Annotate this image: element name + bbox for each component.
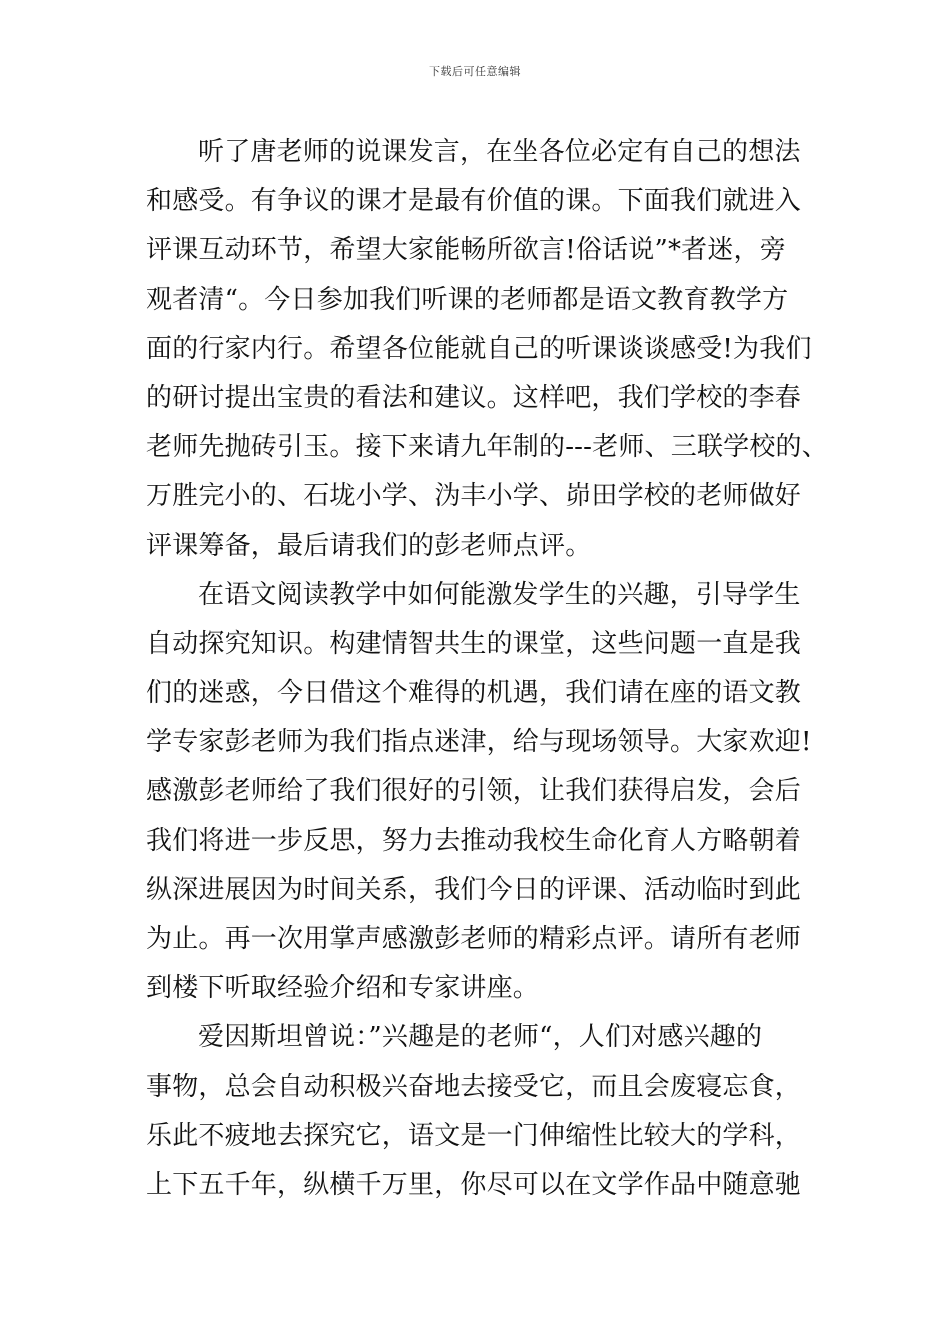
document-body — [146, 128, 826, 1210]
paragraph-1-line-1: 听了唐老师的说课发言，在坐各位必定有自己的想法 — [198, 137, 801, 167]
paragraph-3-line-3: 乐此不疲地去探究它，语文是一门伸缩性比较大的学科， — [146, 1120, 802, 1151]
paragraph-3-line-2: 事物，总会自动积极兴奋地去接受它，而且会废寝忘食， — [146, 1071, 802, 1102]
paragraph-3-line-1: 爱因斯坦曾说：”兴趣是的老师“，人们对感兴趣的 — [198, 1022, 763, 1053]
paragraph-1-line-7: 老师先抛砖引玉。接下来请九年制的---老师、三联学校的、 — [146, 432, 828, 463]
paragraph-2-line-6: 我们将进一步反思，努力去推动我校生命化育人方略朝着 — [146, 825, 802, 856]
paragraph-1-line-8: 万胜完小的、石垅小学、沩丰小学、峁田学校的老师做好 — [146, 481, 802, 512]
paragraph-2-line-9: 到楼下听取经验介绍和专家讲座。 — [146, 973, 540, 1004]
paragraph-1-line-4: 观者清“。今日参加我们听课的老师都是语文教育教学方 — [146, 284, 789, 315]
paragraph-1-line-2: 和感受。有争议的课才是最有价值的课。下面我们就进入 — [146, 186, 802, 217]
paragraph-3-line-4: 上下五千年，纵横千万里，你尽可以在文学作品中随意驰 — [146, 1169, 802, 1200]
page-header: 下载后可任意编辑 — [429, 65, 521, 78]
paragraph-2-line-3: 们的迷惑，今日借这个难得的机遇，我们请在座的语文教 — [146, 678, 802, 709]
paragraph-2-line-5: 感激彭老师给了我们很好的引领，让我们获得启发，会后 — [146, 776, 802, 807]
paragraph-2-line-4: 学专家彭老师为我们指点迷津，给与现场领导。大家欢迎! — [146, 727, 812, 758]
paragraph-2-line-2: 自动探究知识。构建情智共生的课堂，这些问题一直是我 — [146, 628, 802, 659]
paragraph-2-line-8: 为止。再一次用掌声感激彭老师的精彩点评。请所有老师 — [146, 924, 802, 954]
paragraph-1-line-9: 评课筹备，最后请我们的彭老师点评。 — [146, 530, 592, 561]
paragraph-1-line-3: 评课互动环节，希望大家能畅所欲言!俗话说”*者迷，旁 — [146, 235, 786, 266]
paragraph-1-line-5: 面的行家内行。希望各位能就自己的听课谈谈感受!为我们 — [146, 333, 812, 364]
paragraph-1-line-6: 的研讨提出宝贵的看法和建议。这样吧，我们学校的李春 — [146, 382, 802, 413]
paragraph-2-line-7: 纵深进展因为时间关系，我们今日的评课、活动临时到此 — [146, 874, 802, 905]
paragraph-2-line-1: 在语文阅读教学中如何能激发学生的兴趣，引导学生 — [198, 579, 801, 610]
